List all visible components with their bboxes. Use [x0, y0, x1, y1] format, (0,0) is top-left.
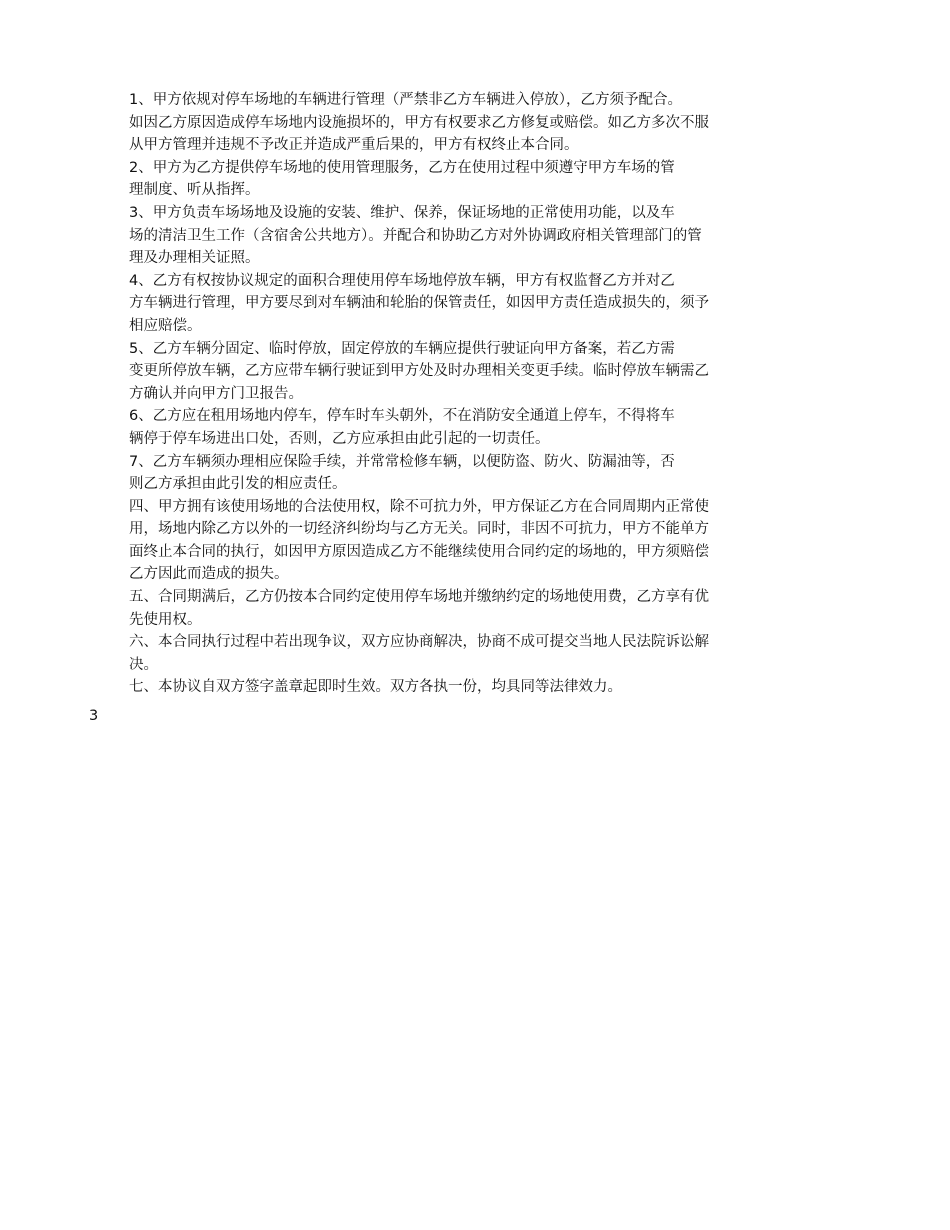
contract-body [129, 89, 784, 699]
text-line: 理及办理相关证照。 [129, 250, 260, 267]
text-line: 方车辆进行管理，甲方要尽到对车辆油和轮胎的保管责任，如因甲方责任造成损失的，须予 [129, 295, 709, 312]
text-line: 7、乙方车辆须办理相应保险手续，并常常检修车辆，以便防盗、防火、防漏油等，否 [129, 453, 675, 470]
text-line: 方确认并向甲方门卫报告。 [129, 385, 303, 402]
text-line: 七、本协议自双方签字盖章起即时生效。双方各执一份，均具同等法律效力。 [129, 679, 622, 696]
text-line: 用，场地内除乙方以外的一切经济纠纷均与乙方无关。同时，非因不可抗力，甲方不能单方 [129, 521, 709, 538]
text-line: 2、甲方为乙方提供停车场地的使用管理服务，乙方在使用过程中须遵守甲方车场的管 [129, 159, 675, 176]
text-line: 相应赔偿。 [129, 317, 202, 334]
text-line: 四、甲方拥有该使用场地的合法使用权，除不可抗力外，甲方保证乙方在合同周期内正常使 [129, 498, 709, 515]
text-line: 先使用权。 [129, 611, 202, 628]
text-line: 则乙方承担由此引发的相应责任。 [129, 476, 347, 493]
page-number: 3 [89, 708, 99, 724]
text-line: 面终止本合同的执行，如因甲方原因造成乙方不能继续使用合同约定的场地的，甲方须赔偿 [129, 543, 709, 560]
text-line: 辆停于停车场进出口处，否则，乙方应承担由此引起的一切责任。 [129, 430, 550, 447]
text-line: 变更所停放车辆，乙方应带车辆行驶证到甲方处及时办理相关变更手续。临时停放车辆需乙 [129, 363, 709, 380]
text-line: 五、合同期满后，乙方仍按本合同约定使用停车场地并缴纳约定的场地使用费，乙方享有优 [129, 589, 709, 606]
text-line: 如因乙方原因造成停车场地内设施损坏的，甲方有权要求乙方修复或赔偿。如乙方多次不服 [129, 114, 709, 131]
text-line: 从甲方管理并违规不予改正并造成严重后果的，甲方有权终止本合同。 [129, 137, 579, 154]
text-line: 6、乙方应在租用场地内停车，停车时车头朝外，不在消防安全通道上停车，不得将车 [129, 408, 675, 425]
text-line: 场的清洁卫生工作（含宿舍公共地方）。并配合和协助乙方对外协调政府相关管理部门的管 [129, 227, 702, 244]
text-line: 1、甲方依规对停车场地的车辆进行管理（严禁非乙方车辆进入停放），乙方须予配合。 [129, 92, 682, 108]
text-line: 乙方因此而造成的损失。 [129, 566, 289, 583]
text-line: 5、乙方车辆分固定、临时停放，固定停放的车辆应提供行驶证向甲方备案，若乙方需 [129, 340, 675, 357]
text-line: 3、甲方负责车场场地及设施的安装、维护、保养，保证场地的正常使用功能，以及车 [129, 204, 675, 221]
text-line: 六、本合同执行过程中若出现争议，双方应协商解决，协商不成可提交当地人民法院诉讼解 [129, 634, 709, 651]
text-line: 4、乙方有权按协议规定的面积合理使用停车场地停放车辆，甲方有权监督乙方并对乙 [129, 272, 675, 289]
text-line: 理制度、听从指挥。 [129, 182, 260, 199]
text-line: 决。 [129, 656, 158, 673]
